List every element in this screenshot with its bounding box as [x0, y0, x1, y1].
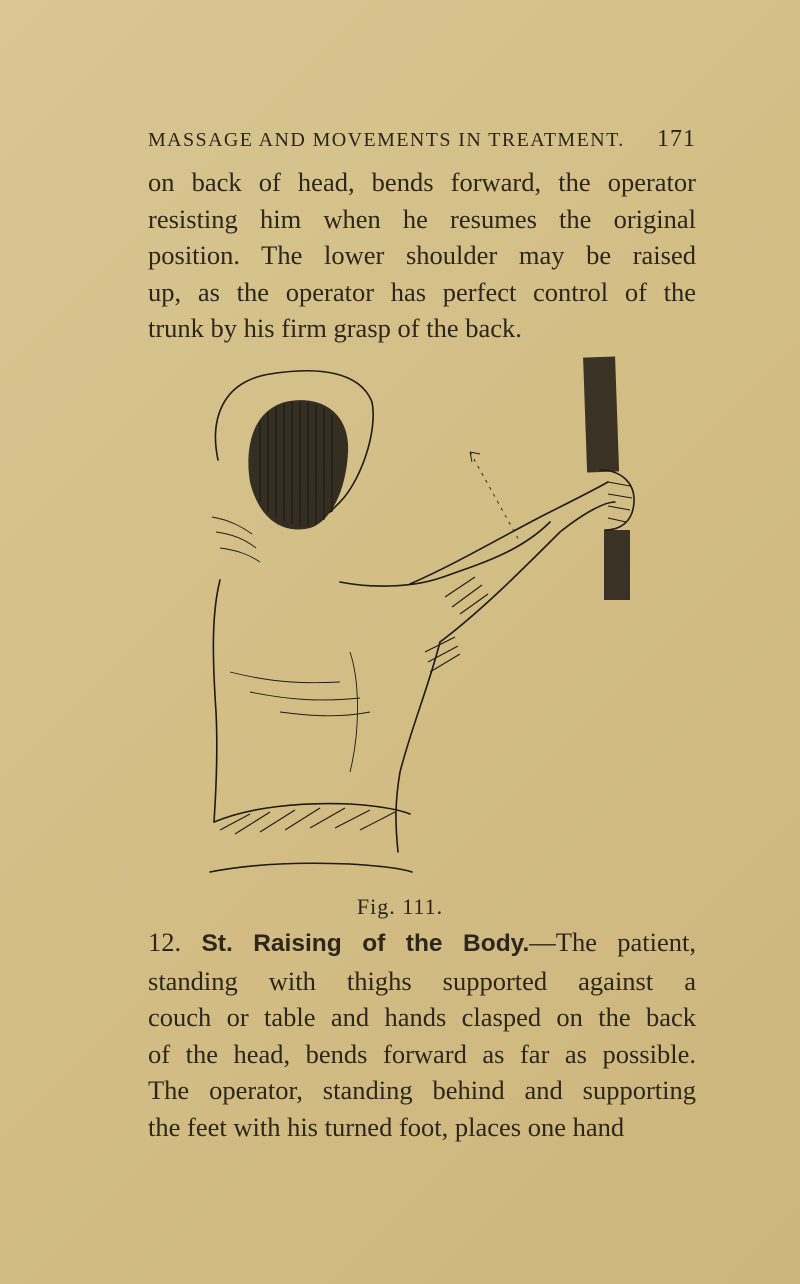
text-fragment: —The patient,: [529, 927, 697, 957]
text-line: couch or table and hands clasped on the back: [148, 1002, 696, 1032]
text-line: of the head, bends forward as far as possible.: [148, 1038, 696, 1069]
figure-caption: Fig. 111.: [356, 894, 444, 919]
text-line: up, as the operator has perfect control of the: [148, 276, 696, 307]
grip-stick: [583, 356, 634, 600]
hair-shading: [248, 400, 348, 529]
running-head: [148, 126, 696, 153]
shoulder-line: [340, 522, 550, 586]
text-line: on back of head, bends forward, the operator: [148, 167, 696, 197]
paragraph-exercise-12: [148, 924, 696, 1145]
back-muscle-lines: [230, 652, 370, 772]
back-outline-left: [213, 580, 220, 822]
raised-arm-lower: [410, 482, 608, 584]
back-outline-right: [396, 642, 440, 852]
paragraph-continued: [148, 164, 696, 347]
text-line: trunk by his firm grasp of the back.: [148, 313, 522, 343]
figure-illustration: [190, 352, 650, 882]
section-heading: St. Raising of the Body.: [201, 930, 530, 957]
text-line: [148, 924, 696, 963]
text-line: The operator, standing behind and supporting: [148, 1075, 696, 1105]
running-head-title: MASSAGE AND MOVEMENTS IN TREATMENT.: [148, 129, 625, 151]
page-number: 171: [657, 126, 696, 152]
section-number: 12.: [148, 927, 182, 957]
text-line: standing with thighs supported against a: [148, 965, 696, 996]
text-line: the feet with his turned foot, places one hand: [148, 1111, 625, 1142]
text-line: position. The lower shoulder may be raised: [148, 240, 696, 270]
waist-cloth: [210, 804, 412, 872]
hand-lines-left: [212, 517, 260, 562]
arm-shading: [425, 577, 488, 672]
direction-arrow: [470, 452, 520, 542]
text-line: resisting him when he resumes the original: [148, 203, 696, 234]
